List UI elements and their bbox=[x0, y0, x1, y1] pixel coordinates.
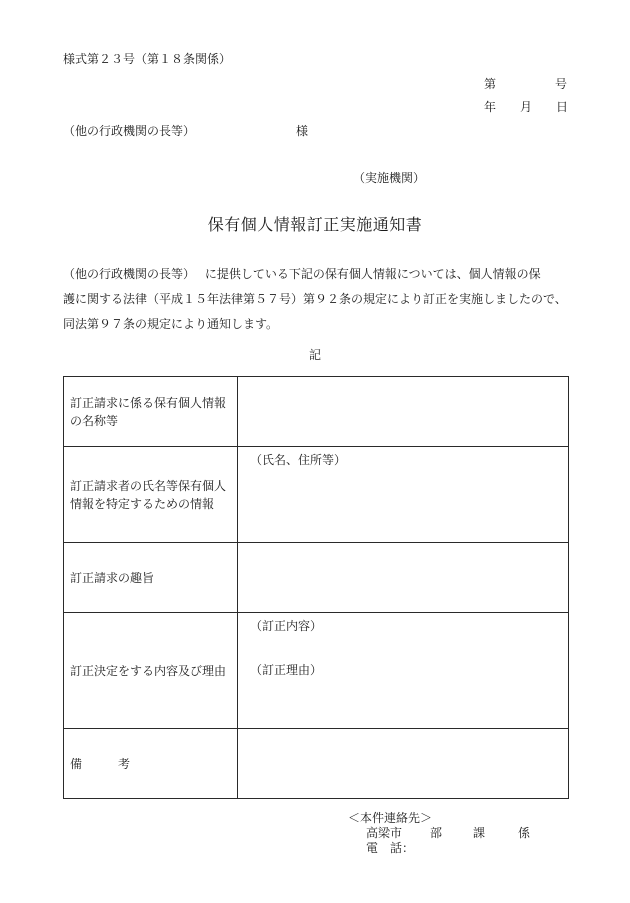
contact-phone-label: 電 話： bbox=[366, 841, 415, 855]
date-month: 月 bbox=[520, 100, 533, 114]
addressee-name: （他の行政機関の長等） bbox=[63, 124, 196, 138]
row-label-line: 情報を特定するための情報 bbox=[70, 496, 215, 511]
agency-label: （実施機関） bbox=[353, 171, 426, 185]
contact-heading: ＜本件連絡先＞ bbox=[348, 811, 433, 825]
row-label-info-name bbox=[64, 377, 238, 447]
correction-reason-note: （訂正理由） bbox=[250, 663, 323, 677]
table-row bbox=[64, 543, 569, 613]
form-number: 様式第２３号（第１８条関係） bbox=[63, 52, 232, 66]
row-value-decision bbox=[238, 613, 569, 729]
body-line-2: 護に関する法律（平成１５年法律第５７号）第９２条の規定により訂正を実施しましたので、 bbox=[63, 292, 567, 306]
details-table bbox=[63, 376, 569, 799]
contact-unit: 係 bbox=[518, 826, 531, 840]
table-row bbox=[64, 377, 569, 447]
addressee-honorific: 様 bbox=[296, 124, 309, 138]
row-value-info-name bbox=[238, 377, 569, 447]
doc-number-prefix: 第 bbox=[484, 77, 497, 91]
document-title: 保有個人情報訂正実施通知書 bbox=[207, 215, 423, 234]
date-day: 日 bbox=[556, 100, 569, 114]
row-label-remarks: 備 考 bbox=[64, 729, 238, 799]
table-row bbox=[64, 613, 569, 729]
row-label-requester bbox=[64, 447, 238, 543]
row-label-purpose: 訂正請求の趣旨 bbox=[64, 543, 238, 613]
correction-content-note: （訂正内容） bbox=[250, 619, 323, 633]
doc-number-suffix: 号 bbox=[555, 77, 568, 91]
table-row bbox=[64, 447, 569, 543]
row-label-line: 訂正請求者の氏名等保有個人 bbox=[70, 478, 227, 493]
row-label-line: 訂正請求に係る保有個人情報 bbox=[70, 395, 227, 410]
contact-department: 部 bbox=[430, 826, 443, 840]
row-value-purpose bbox=[238, 543, 569, 613]
contact-section: 課 bbox=[473, 826, 486, 840]
body-line-3: 同法第９７条の規定により通知します。 bbox=[63, 317, 279, 331]
row-value-remarks bbox=[238, 729, 569, 799]
row-label-decision: 訂正決定をする内容及び理由 bbox=[64, 613, 238, 729]
table-row bbox=[64, 729, 569, 799]
row-label-line: の名称等 bbox=[70, 413, 119, 428]
date-year: 年 bbox=[484, 100, 497, 114]
body-paragraph bbox=[63, 262, 569, 337]
ki-marker: 記 bbox=[308, 348, 321, 362]
contact-city: 高梁市 bbox=[366, 826, 403, 840]
body-line-1: （他の行政機関の長等） に提供している下記の保有個人情報については、個人情報の保 bbox=[63, 267, 541, 281]
row-value-requester bbox=[238, 447, 569, 543]
requester-note: （氏名、住所等） bbox=[250, 453, 347, 467]
